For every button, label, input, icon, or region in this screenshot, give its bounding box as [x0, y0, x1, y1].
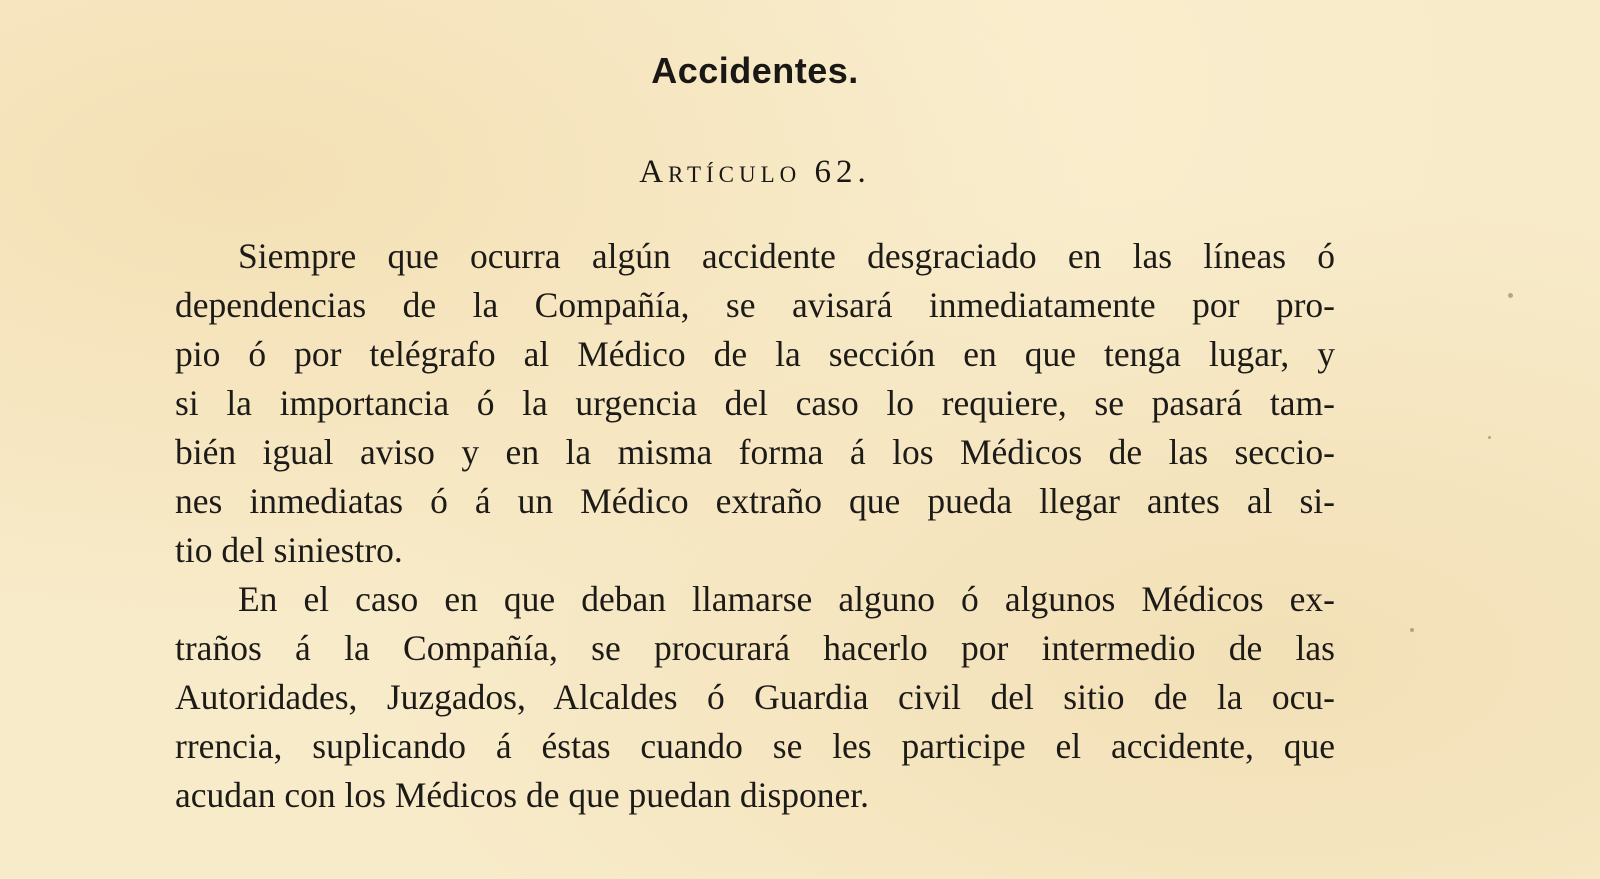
section-heading: Accidentes. — [651, 50, 859, 91]
text-line: tio del siniestro. — [175, 530, 403, 570]
text-line: Autoridades, Juzgados, Alcaldes ó Guardia civil del sitio de la ocu- — [175, 677, 1335, 717]
text-line: nes inmediatas ó á un Médico extraño que pueda llegar antes al si- — [175, 481, 1335, 521]
text-line: pio ó por telégrafo al Médico de la sección en que tenga lugar, y — [175, 334, 1335, 374]
text-line: dependencias de la Compañía, se avisará inmediatamente por pro- — [175, 285, 1335, 325]
article-body — [175, 232, 1335, 820]
text-line: si la importancia ó la urgencia del caso lo requiere, se pasará tam- — [175, 383, 1335, 423]
paper-speck — [1410, 628, 1414, 632]
article-title: Artículo 62. — [639, 154, 871, 190]
paragraph-2 — [175, 575, 1335, 820]
text-line: En el caso en que deban llamarse alguno ó algunos Médicos ex- — [238, 579, 1335, 619]
text-line: bién igual aviso y en la misma forma á los Médicos de las seccio- — [175, 432, 1335, 472]
text-line: rrencia, suplicando á éstas cuando se les participe el accidente, que — [175, 726, 1335, 766]
paper-speck — [1488, 436, 1491, 439]
paragraph-1 — [175, 232, 1335, 575]
text-line: Siempre que ocurra algún accidente desgraciado en las líneas ó — [238, 236, 1335, 276]
text-line: traños á la Compañía, se procurará hacerlo por intermedio de las — [175, 628, 1335, 668]
text-line: acudan con los Médicos de que puedan disponer. — [175, 775, 870, 815]
paper-speck — [1508, 293, 1513, 298]
